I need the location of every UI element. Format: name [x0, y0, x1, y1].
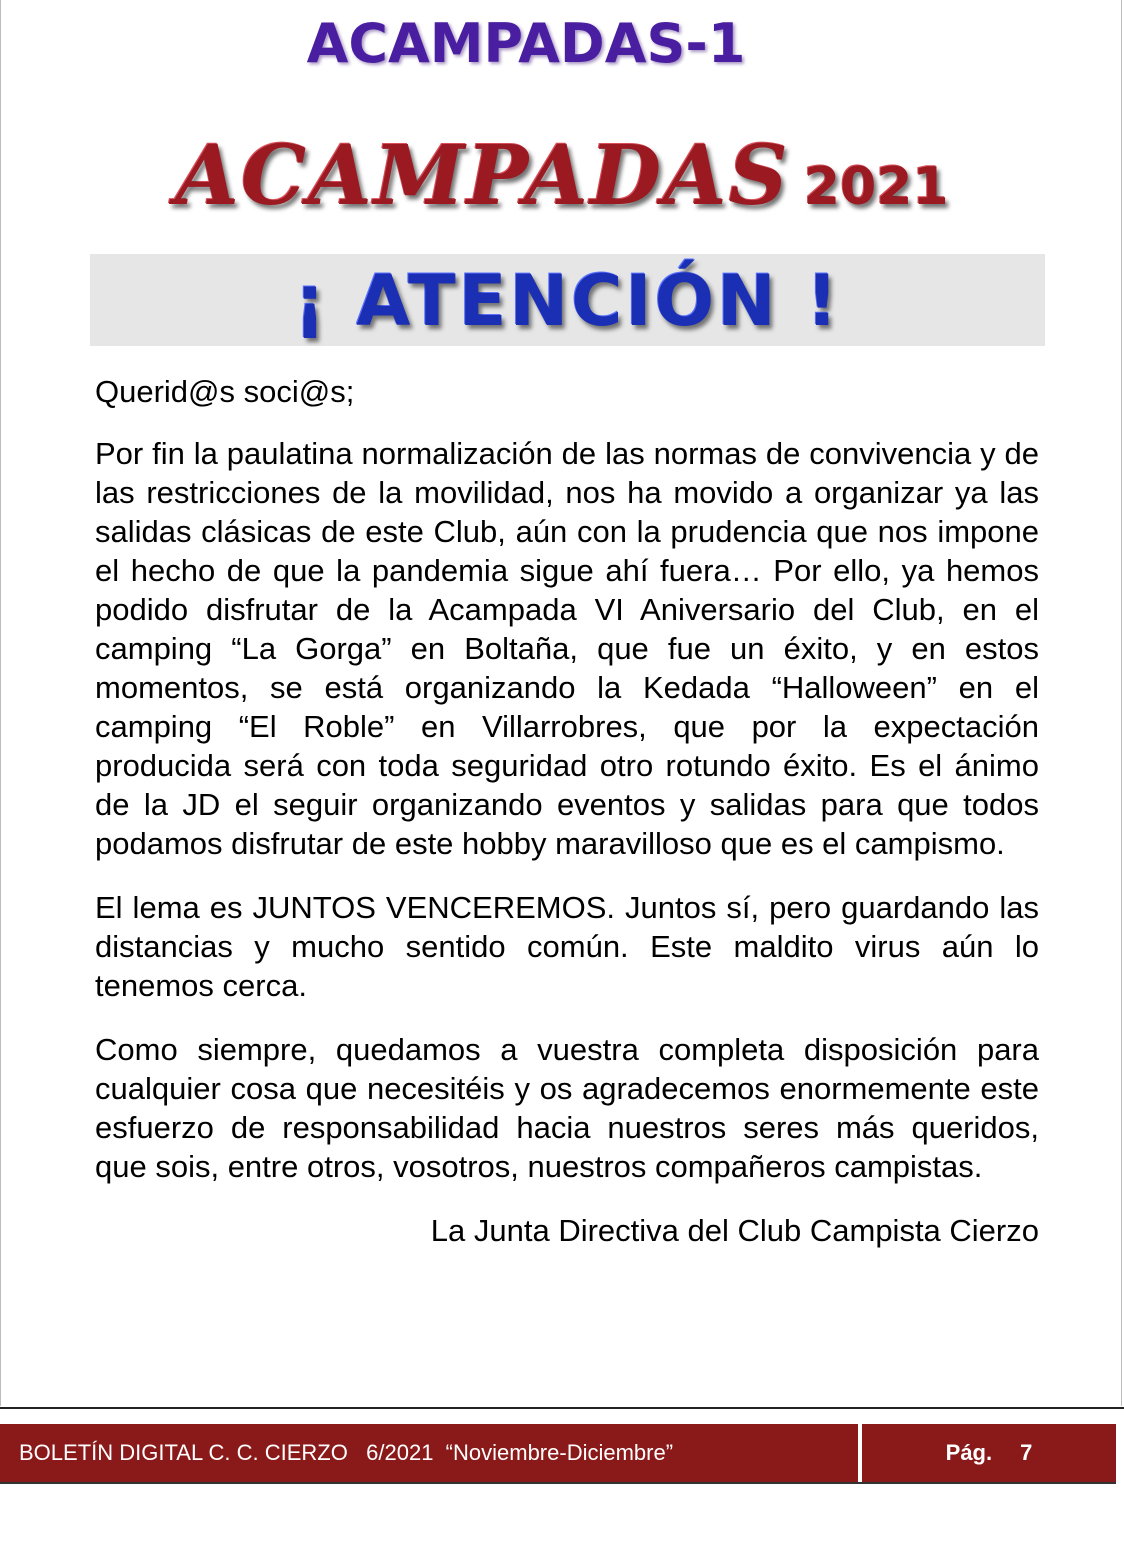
greeting: Querid@s soci@s; — [95, 374, 355, 409]
attention-banner — [90, 254, 1045, 346]
footer-bar — [0, 1424, 1116, 1484]
bulletin-info: BOLETÍN DIGITAL C. C. CIERZO 6/2021 “Noviembre-Diciembre” — [0, 1424, 862, 1482]
letter-body — [95, 372, 1039, 1250]
paragraph-2: El lema es JUNTOS VENCEREMOS. Juntos sí, pero guardando las distancias y mucho sentido común. Este maldito virus aún lo tenemos cerca. — [95, 890, 1039, 1003]
page-number: 7 — [1020, 1440, 1033, 1465]
page-indicator — [862, 1424, 1116, 1482]
section-title: ACAMPADAS-1 — [306, 12, 746, 75]
banner-title: ACAMPADAS — [175, 128, 790, 224]
banner-year: 2021 — [803, 157, 949, 217]
footer-divider — [0, 1407, 1124, 1409]
signature: La Junta Directiva del Club Campista Cierzo — [430, 1213, 1039, 1248]
acampadas-banner — [0, 128, 1124, 224]
paragraph-3: Como siempre, quedamos a vuestra completa disposición para cualquier cosa que necesitéis y os agradecemos enormemente este esfuerzo de responsabilidad hacia nuestros seres más queridos, que sois, entre otros, vosotros, nuestros compañeros campistas. — [95, 1032, 1039, 1184]
paragraph-1: Por fin la paulatina normalización de las normas de convivencia y de las restricciones de la movilidad, nos ha movido a organizar ya las salidas clásicas de este Club, aún con la prudencia que nos impone el hecho de que la pandemia sigue ahí fuera… Por ello, ya hemos podido disfrutar de la Acampada VI Aniversario del Club, en el camping “La Gorga” en Boltaña, que fue un éxito, y en estos momentos, se está organizando la Kedada “Halloween” en el camping “El Roble” en Villarrobres, que por la expectación producida será con toda seguridad otro rotundo éxito. Es el ánimo de la JD el seguir organizando eventos y salidas para que todos podamos disfrutar de este hobby maravilloso que es el campismo. — [95, 436, 1039, 861]
page-label: Pág. — [945, 1440, 993, 1465]
attention-heading: ¡ ATENCIÓN ! — [294, 260, 841, 342]
